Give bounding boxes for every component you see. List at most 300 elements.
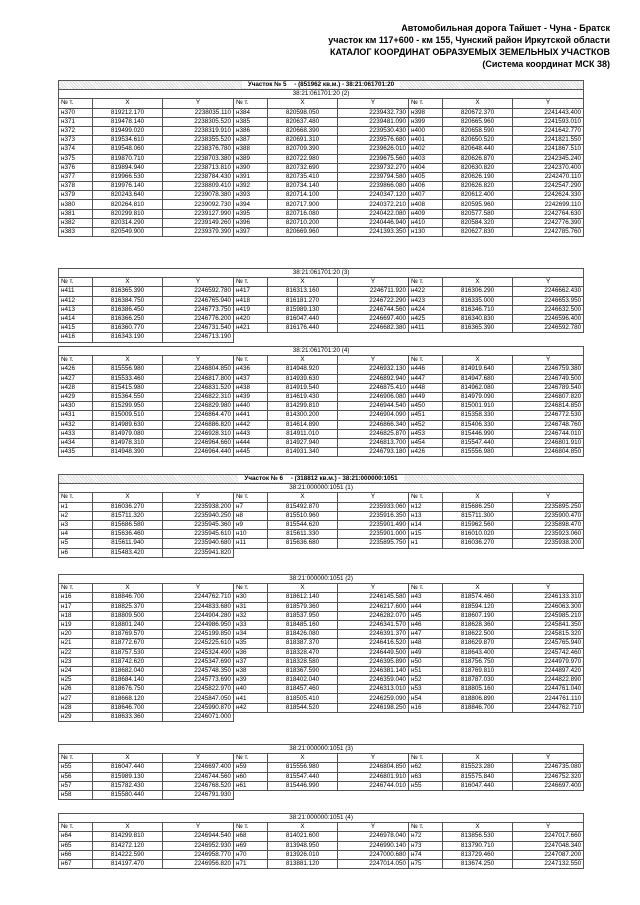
coord-y: 2242699.110 (513, 200, 584, 209)
coord-y: 2246744.560 (163, 772, 234, 781)
point-id: н1 (409, 539, 443, 548)
coord-y: 2241642.770 (513, 126, 584, 135)
coord-x: 815989.130 (93, 772, 163, 781)
coord-x: 814197.470 (93, 859, 163, 868)
coord-x (443, 333, 513, 342)
point-id: н450 (409, 402, 443, 411)
coord-x (268, 548, 338, 557)
coord-y: 2246071.000 (163, 712, 234, 721)
point-id: н385 (234, 117, 268, 126)
coord-y: 2239432.730 (338, 108, 409, 117)
coord-x: 814989.630 (93, 420, 163, 429)
table-row (59, 781, 584, 790)
coord-y: 2246133.310 (513, 593, 584, 602)
coord-y: 2246341.570 (338, 620, 409, 629)
point-id: н382 (59, 218, 93, 227)
column-header-y: Y (513, 356, 584, 365)
coord-table-1051-part3 (58, 744, 584, 800)
point-id: н27 (59, 694, 93, 703)
coord-x: 820626.820 (443, 182, 513, 191)
point-id: н426 (409, 448, 443, 457)
coord-x: 818328.580 (268, 657, 338, 666)
point-id: н391 (234, 172, 268, 181)
coord-y: 2239530.430 (338, 126, 409, 135)
coord-x: 818742.620 (93, 657, 163, 666)
coord-x: 820637.480 (268, 117, 338, 126)
point-id: н453 (409, 429, 443, 438)
point-id: н48 (409, 639, 443, 648)
coord-x: 814614.890 (268, 420, 338, 429)
point-id: н54 (409, 694, 443, 703)
coord-x: 816366.250 (93, 314, 163, 323)
coord-x: 820626.870 (443, 154, 513, 163)
coord-rows (59, 584, 584, 722)
coord-x: 816047.440 (443, 781, 513, 790)
coord-x: 820735.410 (268, 172, 338, 181)
point-id: н412 (59, 296, 93, 305)
point-id: н65 (59, 841, 93, 850)
table-row (59, 154, 584, 163)
coord-x: 820648.440 (443, 145, 513, 154)
point-id: н372 (59, 126, 93, 135)
coord-y: 2246713.190 (163, 333, 234, 342)
point-id: н55 (59, 763, 93, 772)
coord-x: 815001.910 (443, 402, 513, 411)
coord-y: 2246801.910 (338, 772, 409, 781)
coord-x: 820243.640 (93, 191, 163, 200)
coord-y: 2246198.250 (338, 703, 409, 712)
table-row (59, 648, 584, 657)
point-id: н402 (409, 145, 443, 154)
coord-y: 2246313.010 (338, 685, 409, 694)
coord-y: 2246831.520 (163, 383, 234, 392)
coord-x: 815544.620 (268, 520, 338, 529)
point-id: н28 (59, 703, 93, 712)
coord-x: 815406.330 (443, 420, 513, 429)
table-row (59, 126, 584, 135)
coord-x: 813881.120 (268, 859, 338, 868)
coord-table-1051-part2 (58, 574, 584, 722)
point-id: н19 (59, 620, 93, 629)
coord-x: 820734.140 (268, 182, 338, 191)
point-id: н390 (234, 163, 268, 172)
coord-x: 818846.700 (93, 593, 163, 602)
table-row (59, 772, 584, 781)
point-id: н63 (409, 772, 443, 781)
coord-y: 2241867.510 (513, 145, 584, 154)
coord-x: 820627.830 (443, 228, 513, 237)
coord-x: 815523.280 (443, 763, 513, 772)
coord-x: 814222.590 (93, 850, 163, 859)
coord-y: 2247017.660 (513, 832, 584, 841)
coord-table-61701-20-part4 (58, 346, 584, 457)
header-catalog-title: КАТАЛОГ КООРДИНАТ ОБРАЗУЕМЫХ ЗЕМЕЛЬНЫХ УЧАСТКОВ (330, 47, 610, 57)
coord-x: 815962.560 (443, 520, 513, 529)
coord-x: 814021.600 (268, 832, 338, 841)
table-row (59, 763, 584, 772)
coord-y: 2235923.060 (513, 530, 584, 539)
point-id: н68 (234, 832, 268, 841)
coord-y: 2246662.430 (513, 287, 584, 296)
coord-y: 2246768.520 (163, 781, 234, 790)
table-row (59, 657, 584, 666)
coord-y: 2246748.760 (513, 420, 584, 429)
coord-x: 815556.980 (93, 365, 163, 374)
column-header-y: Y (338, 493, 409, 502)
coord-y: 2246592.780 (163, 287, 234, 296)
coord-y: 2244833.680 (163, 602, 234, 611)
coord-x: 818805.160 (443, 685, 513, 694)
coord-x: 813674.250 (443, 859, 513, 868)
coord-y: 2239576.680 (338, 136, 409, 145)
coord-x: 818646.700 (93, 703, 163, 712)
column-header-x: X (443, 493, 513, 502)
coord-x: 815415.980 (93, 383, 163, 392)
column-header-x: X (268, 278, 338, 287)
point-id: н388 (234, 145, 268, 154)
coord-x: 818485.160 (268, 620, 338, 629)
point-id: н15 (409, 530, 443, 539)
point-id: н393 (234, 191, 268, 200)
column-header-y: Y (513, 99, 584, 108)
column-header-x: X (443, 356, 513, 365)
coord-x: 818676.750 (93, 685, 163, 694)
table-row (59, 676, 584, 685)
coord-y (513, 548, 584, 557)
table-row (59, 392, 584, 401)
coord-x: 818628.360 (443, 620, 513, 629)
coord-y: 2246814.850 (513, 402, 584, 411)
point-id: н414 (59, 314, 93, 323)
point-id: н32 (234, 611, 268, 620)
point-id: н379 (59, 191, 93, 200)
coord-y: 2235898.470 (513, 520, 584, 529)
point-id: н387 (234, 136, 268, 145)
section-title: 38:21:000000:1051 (4) (59, 814, 584, 823)
coord-y: 2235938.200 (163, 502, 234, 511)
coord-x: 815580.440 (93, 790, 163, 799)
coord-y: 2245841.350 (513, 620, 584, 629)
coord-y: 2235945.610 (163, 530, 234, 539)
column-header-y: Y (163, 493, 234, 502)
point-id: н436 (234, 365, 268, 374)
coord-x: 814927.940 (268, 438, 338, 447)
coord-y: 2238784.430 (163, 172, 234, 181)
point-id: н445 (234, 448, 268, 457)
coord-y: 2246632.500 (513, 305, 584, 314)
coord-x: 819499.020 (93, 126, 163, 135)
coord-y: 2244762.710 (513, 703, 584, 712)
point-id: н12 (409, 502, 443, 511)
column-header-n: № т. (409, 584, 443, 593)
point-id: н386 (234, 126, 268, 135)
point-id: н64 (59, 832, 93, 841)
point-id: н130 (409, 228, 443, 237)
column-header-n: № т. (409, 99, 443, 108)
coord-y: 2244761.040 (513, 685, 584, 694)
coord-x: 815636.680 (268, 539, 338, 548)
table-row (59, 548, 584, 557)
column-header-y: Y (163, 356, 234, 365)
table-row (59, 712, 584, 721)
coord-y: 2246697.400 (163, 763, 234, 772)
coord-y (338, 548, 409, 557)
point-id: н400 (409, 126, 443, 135)
coord-x: 815711.300 (443, 511, 513, 520)
coord-x: 814911.010 (268, 429, 338, 438)
coord-y: 2246259.090 (338, 694, 409, 703)
coord-y: 2239866.080 (338, 182, 409, 191)
coord-x: 820672.370 (443, 108, 513, 117)
table-row (59, 539, 584, 548)
column-header-n: № т. (234, 356, 268, 365)
coord-y: 2246944.540 (163, 832, 234, 841)
point-id: н38 (234, 666, 268, 675)
column-header-row (59, 584, 584, 593)
point-id: н3 (59, 520, 93, 529)
coord-y: 2246711.920 (338, 287, 409, 296)
point-id: н413 (59, 305, 93, 314)
coord-rows (59, 99, 584, 237)
coord-x: 820314.290 (93, 218, 163, 227)
point-id: н2 (59, 511, 93, 520)
point-id: н392 (234, 182, 268, 191)
point-id: н69 (234, 841, 268, 850)
coord-x: 819212.170 (93, 108, 163, 117)
coord-x: 816360.770 (93, 324, 163, 333)
coord-y: 2238376.780 (163, 145, 234, 154)
point-id: н397 (234, 228, 268, 237)
table-row (59, 163, 584, 172)
point-id: н6 (59, 548, 93, 557)
column-header-y: Y (513, 823, 584, 832)
coord-y: 2246653.950 (513, 296, 584, 305)
coord-x: 820722.980 (268, 154, 338, 163)
uchastok-6-title: Участок № 6 - (318812 кв.м.) - 38:21:000000:1051 (59, 475, 584, 484)
column-header-n: № т. (59, 356, 93, 365)
coord-y: 2246765.940 (163, 296, 234, 305)
point-id: н51 (409, 666, 443, 675)
point-id: н71 (234, 859, 268, 868)
coord-x: 815686.250 (443, 502, 513, 511)
table-row (59, 602, 584, 611)
coord-x: 816036.270 (443, 539, 513, 548)
coord-x: 816340.830 (443, 314, 513, 323)
coord-x: 816346.710 (443, 305, 513, 314)
coord-y: 2242547.290 (513, 182, 584, 191)
point-id: н427 (59, 374, 93, 383)
table-row (59, 374, 584, 383)
table-row (59, 593, 584, 602)
coord-y: 2239078.380 (163, 191, 234, 200)
point-id: н394 (234, 200, 268, 209)
coord-y: 2246697.400 (338, 314, 409, 323)
coord-y: 2246449.500 (338, 648, 409, 657)
column-header-n: № т. (409, 754, 443, 763)
coord-x: 820714.100 (268, 191, 338, 200)
coord-x: 818594.120 (443, 602, 513, 611)
point-id (409, 790, 443, 799)
coord-y: 2235900.470 (513, 511, 584, 520)
point-id: н398 (409, 108, 443, 117)
coord-y: 2240372.210 (338, 200, 409, 209)
point-id: н24 (59, 666, 93, 675)
coord-y: 2244904.280 (163, 611, 234, 620)
table-row (59, 530, 584, 539)
coord-y: 2235895.750 (338, 539, 409, 548)
coord-x: 819478.140 (93, 117, 163, 126)
table-row (59, 832, 584, 841)
coord-y: 2244897.420 (513, 666, 584, 675)
table-row (59, 305, 584, 314)
coord-x: 816384.750 (93, 296, 163, 305)
coord-y: 2241821.550 (513, 136, 584, 145)
point-id: н401 (409, 136, 443, 145)
point-id: н415 (59, 324, 93, 333)
coord-y: 2246744.010 (513, 429, 584, 438)
coord-y: 2246829.980 (163, 402, 234, 411)
coord-y: 2245985.210 (513, 611, 584, 620)
point-id: н410 (409, 218, 443, 227)
point-id: н49 (409, 648, 443, 657)
coord-x: 815686.580 (93, 520, 163, 529)
coord-x: 820598.050 (268, 108, 338, 117)
coord-y: 2239149.260 (163, 218, 234, 227)
table-row (59, 502, 584, 511)
coord-y: 2246864.470 (163, 411, 234, 420)
section-title: 38:21:000000:1051 (2) (59, 575, 584, 584)
coord-x: 820630.820 (443, 163, 513, 172)
point-id: н371 (59, 117, 93, 126)
point-id: н41 (234, 694, 268, 703)
coord-y: 2246735.080 (513, 763, 584, 772)
column-header-n: № т. (59, 493, 93, 502)
point-id: н26 (59, 685, 93, 694)
coord-x: 819894.940 (93, 163, 163, 172)
coord-x: 815611.330 (268, 530, 338, 539)
coord-x: 815364.550 (93, 392, 163, 401)
point-id: н441 (234, 411, 268, 420)
coord-x: 818825.370 (93, 602, 163, 611)
point-id: н425 (409, 314, 443, 323)
coord-x: 818537.950 (268, 611, 338, 620)
table-row (59, 630, 584, 639)
coord-y: 2246359.040 (338, 676, 409, 685)
point-id: н14 (409, 520, 443, 529)
coord-y: 2241443.400 (513, 108, 584, 117)
point-id: н18 (59, 611, 93, 620)
coord-x: 814948.390 (93, 448, 163, 457)
coord-y: 2246801.910 (513, 438, 584, 447)
coord-x: 815636.460 (93, 530, 163, 539)
coord-y: 2246813.700 (338, 438, 409, 447)
point-id: н447 (409, 374, 443, 383)
coord-y: 2245773.690 (163, 676, 234, 685)
coord-x: 818505.410 (268, 694, 338, 703)
coord-x: 815009.510 (93, 411, 163, 420)
coord-table-1051-part1 (58, 474, 584, 558)
column-header-x: X (268, 584, 338, 593)
coord-rows (59, 754, 584, 800)
coord-y: 2246990.140 (338, 841, 409, 850)
coord-x: 820577.580 (443, 209, 513, 218)
column-header-x: X (443, 823, 513, 832)
column-header-x: X (93, 493, 163, 502)
table-row (59, 136, 584, 145)
coord-x: 818846.700 (443, 703, 513, 712)
column-header-x: X (268, 356, 338, 365)
table-row (59, 402, 584, 411)
coord-x: 820732.690 (268, 163, 338, 172)
coord-y: 2235945.360 (163, 520, 234, 529)
coord-x: 820626.190 (443, 172, 513, 181)
point-id: н417 (234, 287, 268, 296)
coord-x: 819534.610 (93, 136, 163, 145)
coord-x: 814939.630 (268, 374, 338, 383)
coord-x: 818387.370 (268, 639, 338, 648)
coord-x: 820264.810 (93, 200, 163, 209)
coord-x: 815510.960 (268, 511, 338, 520)
coord-x: 818574.460 (443, 593, 513, 602)
table-row (59, 790, 584, 799)
coord-y: 2239379.390 (163, 228, 234, 237)
column-header-n: № т. (59, 754, 93, 763)
coord-y: 2238305.520 (163, 117, 234, 126)
column-header-n: № т. (409, 278, 443, 287)
point-id: н1 (59, 502, 93, 511)
column-header-x: X (268, 754, 338, 763)
coord-y (338, 333, 409, 342)
coord-x (268, 333, 338, 342)
coord-y: 2245225.610 (163, 639, 234, 648)
coord-y: 2239675.560 (338, 154, 409, 163)
coord-y: 2246978.040 (338, 832, 409, 841)
coord-x: 816306.290 (443, 287, 513, 296)
coord-x: 814979.090 (443, 392, 513, 401)
coord-y: 2246817.800 (163, 374, 234, 383)
coord-y: 2245347.690 (163, 657, 234, 666)
coord-x: 813790.710 (443, 841, 513, 850)
coord-y (513, 712, 584, 721)
column-header-n: № т. (409, 356, 443, 365)
coord-x: 820668.390 (268, 126, 338, 135)
table-row (59, 200, 584, 209)
column-header-y: Y (338, 584, 409, 593)
point-id: н20 (59, 630, 93, 639)
column-header-n: № т. (234, 493, 268, 502)
point-id: н58 (59, 790, 93, 799)
coord-y: 2239732.270 (338, 163, 409, 172)
point-id: н40 (234, 685, 268, 694)
coord-y (338, 712, 409, 721)
column-header-row (59, 754, 584, 763)
column-header-n: № т. (59, 278, 93, 287)
coord-table-61701-20-part2 (58, 80, 584, 237)
coord-x: 816047.440 (93, 763, 163, 772)
point-id: н11 (234, 539, 268, 548)
table-row (59, 209, 584, 218)
table-row (59, 438, 584, 447)
coord-y: 2242764.630 (513, 209, 584, 218)
point-id: н389 (234, 154, 268, 163)
coord-x: 815989.130 (268, 305, 338, 314)
coord-y: 2245199.850 (163, 630, 234, 639)
coord-x (443, 712, 513, 721)
column-header-n: № т. (234, 754, 268, 763)
coord-y: 2246381.140 (338, 666, 409, 675)
point-id: н47 (409, 630, 443, 639)
table-row (59, 620, 584, 629)
